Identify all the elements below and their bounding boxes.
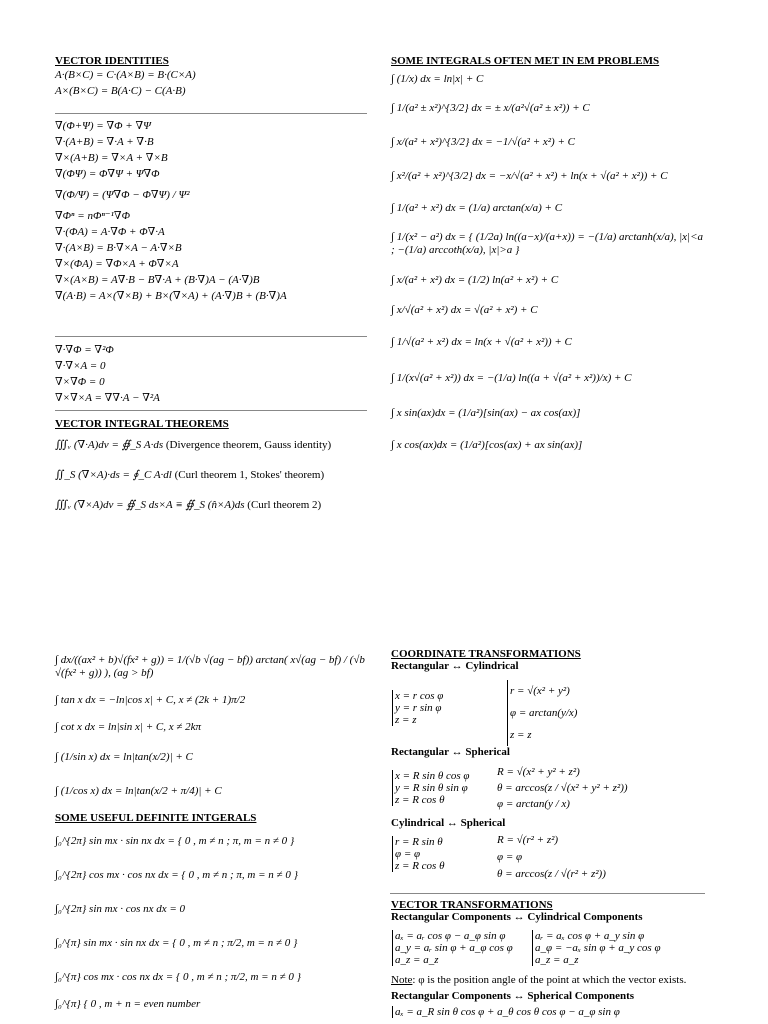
eq: φ = arctan(y/x) (510, 707, 578, 719)
cyl-sph-right (497, 832, 606, 883)
gradient-identities (55, 118, 367, 304)
integral-line: ∫ x/(a² + x²)^{3/2} dx = −1/√(a² + x²) + C (391, 136, 575, 148)
rect-sph-title: Rectangular ↔ Spherical (391, 746, 510, 758)
identity-line: ∇·∇×A = 0 (55, 360, 106, 372)
rect-cyl-title: Rectangular ↔ Cylindrical (391, 660, 519, 672)
integral-line: ∫ (1/sin x) dx = ln|tan(x/2)| + C (55, 751, 193, 763)
identity-line: ∇·(ΦA) = A·∇Φ + Φ∇·A (55, 226, 165, 238)
theorem-line (55, 490, 367, 520)
identity-line: ∇×∇Φ = 0 (55, 376, 105, 388)
integral-line: ∫ (1/x) dx = ln|x| + C (391, 73, 484, 85)
divergence-formula: ∭ᵥ (∇·A)dv = ∯_S A·ds (55, 439, 164, 451)
eq: a_z = a_z (395, 954, 439, 966)
identity-line: ∇·∇Φ = ∇²Φ (55, 344, 114, 356)
eq: aₓ = aᵣ cos φ − a_φ sin φ (395, 930, 506, 942)
identity-line: ∇×(ΦA) = ∇Φ×A + Φ∇×A (55, 258, 179, 270)
identity-line: ∇(Φ+Ψ) = ∇Φ + ∇Ψ (55, 120, 151, 132)
identity-line: ∇×(A×B) = A∇·B − B∇·A + (B·∇)A − (A·∇)B (55, 274, 260, 286)
integral-line: ∫ x/(a² + x²) dx = (1/2) ln(a² + x²) + C (391, 274, 559, 286)
rect-cyl-comp-title: Rectangular Components ↔ Cylindrical Components (391, 911, 643, 923)
eq: aᵣ = aₓ cos φ + a_y sin φ (535, 930, 645, 942)
eq: z = z (395, 714, 417, 726)
divider (55, 336, 367, 337)
em-integrals-title: SOME INTEGRALS OFTEN MET IN EM PROBLEMS (391, 55, 660, 67)
divergence-caption: (Divergence theorem, Gauss identity) (165, 439, 332, 451)
identity-line: ∇·(A×B) = B·∇×A − A·∇×B (55, 242, 182, 254)
rect-cyl-right (507, 680, 577, 746)
vector-identities (55, 55, 367, 99)
definite-integrals (55, 812, 375, 1014)
curl2-caption: (Curl theorem 2) (247, 499, 322, 511)
eq: a_y = aᵣ sin φ + a_φ cos φ (395, 942, 513, 954)
curl2-formula: ∭ᵥ (∇×A)dv = ∯_S ds×A ≡ ∯_S (n̂×A)ds (55, 499, 245, 511)
identity-line: ∇(ΦΨ) = Φ∇Ψ + Ψ∇Φ (55, 168, 160, 180)
integral-line: ∫₀^{π} cos mx · cos nx dx = { 0 , m ≠ n ; π/2, m = n ≠ 0 } (55, 971, 302, 983)
eq: φ = φ (395, 848, 421, 860)
rect-cyl-comp-left (392, 930, 513, 966)
misc-integrals (55, 648, 375, 808)
integral-line: ∫₀^{π} { 0 , m + n = even number (55, 998, 201, 1010)
cyl-sph-left (392, 836, 445, 872)
em-integrals (391, 55, 711, 461)
identity-line: A·(B×C) = C·(A×B) = B·(C×A) (55, 69, 196, 81)
integral-line: ∫ cot x dx = ln|sin x| + C, x ≠ 2kπ (55, 721, 202, 733)
integral-line: ∫₀^{π} sin mx · sin nx dx = { 0 , m ≠ n ; π/2, m = n ≠ 0 } (55, 937, 298, 949)
divider (55, 113, 367, 114)
integral-line: ∫ (1/cos x) dx = ln|tan(x/2 + π/4)| + C (55, 785, 222, 797)
coordinate-transformations (391, 648, 711, 672)
rect-sph-comp-left (392, 1006, 620, 1018)
integral-line: ∫ dx/((ax² + b)√(fx² + g)) = 1/(√b √(ag − bf)) arctan( x√(ag − bf) / (√b √(fx² + g)) ), (ag > bf) (55, 654, 365, 679)
theorem-line (55, 430, 367, 460)
eq: x = R sin θ cos φ (395, 770, 470, 782)
eq: R = √(x² + y² + z²) (497, 766, 580, 778)
rect-sph-right (497, 764, 628, 812)
integral-line: ∫ 1/√(a² + x²) dx = ln(x + √(a² + x²)) + C (391, 336, 572, 348)
eq: aₓ = a_R sin θ cos φ + a_θ cos θ cos φ − a_φ sin φ (395, 1006, 620, 1018)
eq: θ = arccos(z / √(x² + y² + z²)) (497, 782, 628, 794)
integral-line: ∫ 1/(a² ± x²)^{3/2} dx = ± x/(a²√(a² ± x²)) + C (391, 102, 590, 114)
cyl-sph-title: Cylindrical ↔ Spherical (391, 817, 506, 829)
eq: φ = φ (497, 851, 523, 863)
note-label: Note (391, 974, 413, 986)
theorem-line (55, 460, 367, 490)
eq: φ = arctan(y / x) (497, 798, 570, 810)
identity-line: ∇Φⁿ = nΦⁿ⁻¹∇Φ (55, 210, 130, 222)
integral-line: ∫ 1/(a² + x²) dx = (1/a) arctan(x/a) + C (391, 202, 563, 214)
eq: a_z = a_z (535, 954, 579, 966)
rect-cyl-comp-right (532, 930, 661, 966)
eq: y = R sin θ sin φ (395, 782, 468, 794)
note-text: : φ is the position angle of the point at which the vector exists. (412, 974, 687, 986)
integral-line: ∫ 1/(x² − a²) dx = { (1/2a) ln((a−x)/(a+x)) = −(1/a) arctanh(x/a), |x|<a ; −(1/a) arccoth(x/a), |x|>a } (391, 231, 703, 256)
integral-theorems-title: VECTOR INTEGRAL THEOREMS (55, 418, 229, 430)
identity-line: ∇×∇×A = ∇∇·A − ∇²A (55, 392, 160, 404)
integral-line: ∫₀^{2π} sin mx · sin nx dx = { 0 , m ≠ n ; π, m = n ≠ 0 } (55, 835, 295, 847)
vector-identities-title: VECTOR IDENTITIES (55, 55, 169, 67)
eq: r = R sin θ (395, 836, 443, 848)
integral-line: ∫₀^{2π} cos mx · cos nx dx = { 0 , m ≠ n ; π, m = n ≠ 0 } (55, 869, 298, 881)
integral-line: ∫ x sin(ax)dx = (1/a²)[sin(ax) − ax cos(ax)] (391, 407, 581, 419)
stokes-caption: (Curl theorem 1, Stokes' theorem) (174, 469, 325, 481)
divider (390, 893, 705, 894)
eq: a_φ = −aₓ sin φ + a_y cos φ (535, 942, 661, 954)
identity-line: A×(B×C) = B(A·C) − C(A·B) (55, 85, 186, 97)
integral-line: ∫ tan x dx = −ln|cos x| + C, x ≠ (2k + 1)π/2 (55, 694, 246, 706)
divider (55, 410, 367, 411)
note (391, 974, 686, 986)
rect-sph-comp-title: Rectangular Components ↔ Spherical Components (391, 990, 635, 1002)
eq: z = R cos θ (395, 860, 445, 872)
eq: r = √(x² + y²) (510, 685, 570, 697)
identity-line: ∇(A·B) = A×(∇×B) + B×(∇×A) + (A·∇)B + (B·∇)A (55, 290, 287, 302)
rect-cyl-left (392, 690, 443, 726)
integral-line: ∫ x cos(ax)dx = (1/a²)[cos(ax) + ax sin(ax)] (391, 439, 583, 451)
rect-sph-left (392, 770, 470, 806)
eq: R = √(r² + z²) (497, 834, 559, 846)
integral-theorems (55, 418, 367, 520)
integral-line: ∫ x/√(a² + x²) dx = √(a² + x²) + C (391, 304, 538, 316)
integral-line: ∫ x²/(a² + x²)^{3/2} dx = −x/√(a² + x²) + ln(x + √(a² + x²)) + C (391, 170, 668, 182)
eq: θ = arccos(z / √(r² + z²)) (497, 868, 606, 880)
identity-line: ∇×(A+B) = ∇×A + ∇×B (55, 152, 168, 164)
definite-integrals-title: SOME USEFUL DEFINITE INTGERALS (55, 812, 257, 824)
coord-title: COORDINATE TRANSFORMATIONS (391, 648, 581, 660)
eq: z = z (510, 729, 532, 741)
integral-line: ∫₀^{2π} sin mx · cos nx dx = 0 (55, 903, 186, 915)
second-order-identities (55, 342, 367, 406)
eq: z = R cos θ (395, 794, 445, 806)
vector-transforms-title: VECTOR TRANSFORMATIONS (391, 899, 553, 911)
identity-line: ∇·(A+B) = ∇·A + ∇·B (55, 136, 154, 148)
integral-line: ∫ 1/(x√(a² + x²)) dx = −(1/a) ln((a + √(a² + x²))/x) + C (391, 372, 632, 384)
identity-line: ∇(Φ/Ψ) = (Ψ∇Φ − Φ∇Ψ) / Ψ² (55, 189, 190, 201)
vector-transformations (391, 899, 711, 923)
eq: x = r cos φ (395, 690, 444, 702)
stokes-formula: ∬_S (∇×A)·ds = ∮_C A·dl (55, 469, 172, 481)
eq: y = r sin φ (395, 702, 442, 714)
